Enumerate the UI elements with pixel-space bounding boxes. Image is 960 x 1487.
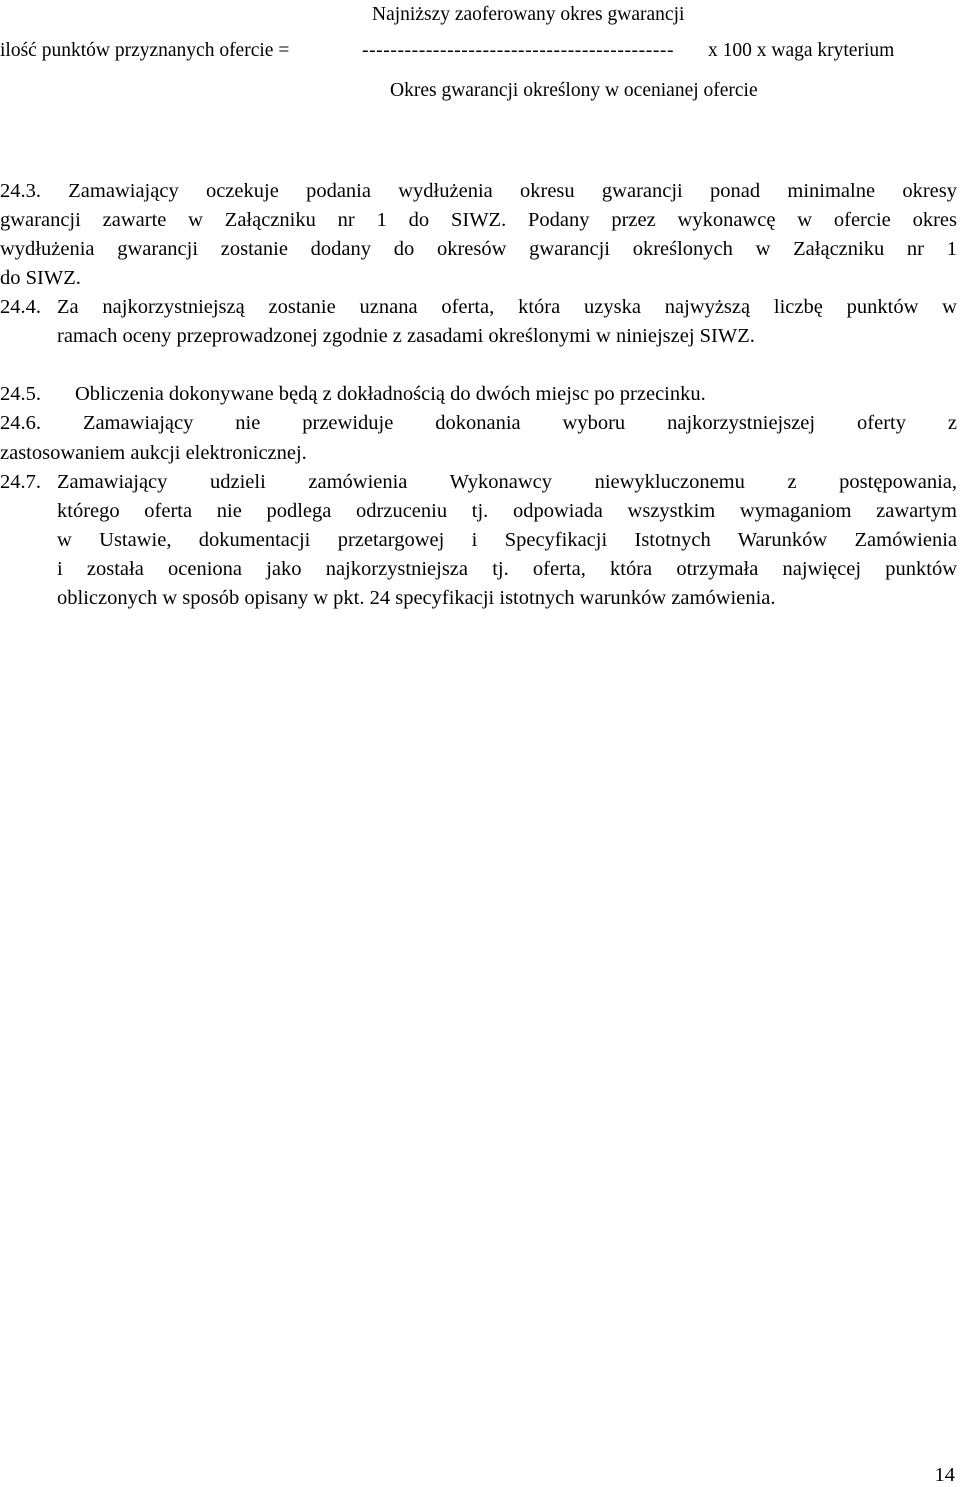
section-24-4 <box>0 293 957 351</box>
section-text: Zamawiający oczekuje podania wydłużenia okresu gwarancji ponad minimalne okresy <box>68 180 957 202</box>
formula-lhs: ilość punktów przyznanych ofercie = <box>0 40 290 61</box>
section-24-3-line-3: wydłużenia gwarancji zostanie dodany do okresów gwarancji określonych w Załączniku nr 1 <box>0 238 957 260</box>
formula-numerator: Najniższy zaoferowany okres gwarancji <box>372 4 685 25</box>
section-24-3-line-2: gwarancji zawarte w Załączniku nr 1 do SIWZ. Podany przez wykonawcę w ofercie okres <box>0 209 957 231</box>
section-24-7-line-5: obliczonych w sposób opisany w pkt. 24 specyfikacji istotnych warunków zamówienia. <box>57 587 776 609</box>
section-number: 24.3. <box>0 180 41 202</box>
section-number: 24.7. <box>0 471 41 493</box>
section-number: 24.6. <box>0 412 41 434</box>
section-24-6-line-2: zastosowaniem aukcji elektronicznej. <box>0 442 307 464</box>
section-24-5-line-1: Obliczenia dokonywane będą z dokładnością do dwóch miejsc po przecinku. <box>75 383 706 405</box>
section-24-7-line-1: Zamawiający udzieli zamówienia Wykonawcy niewykluczonemu z postępowania, <box>57 471 957 493</box>
section-24-4-line-2: ramach oceny przeprowadzonej zgodnie z zasadami określonymi w niniejszej SIWZ. <box>57 325 755 347</box>
section-24-6-line-1 <box>0 409 957 438</box>
section-24-5 <box>0 380 957 409</box>
section-24-7-line-2: którego oferta nie podlega odrzuceniu tj. odpowiada wszystkim wymaganiom zawartym <box>57 500 957 522</box>
section-24-7 <box>0 468 957 613</box>
section-24-4-line-1: Za najkorzystniejszą zostanie uznana oferta, która uzyska najwyższą liczbę punktów w <box>57 296 957 318</box>
section-24-7-line-3: w Ustawie, dokumentacji przetargowej i Specyfikacji Istotnych Warunków Zamówienia <box>57 529 957 551</box>
section-24-3-line-4: do SIWZ. <box>0 267 81 289</box>
formula-fraction-bar: -------------------------------------------- <box>362 40 675 61</box>
section-text: Zamawiający nie przewiduje dokonania wyboru najkorzystniejszej oferty z <box>82 412 958 434</box>
section-24-3-line-1 <box>0 177 957 206</box>
formula-denominator: Okres gwarancji określony w ocenianej ofercie <box>390 80 758 101</box>
section-24-7-line-4: i została oceniona jako najkorzystniejsza tj. oferta, która otrzymała najwięcej punktów <box>57 558 957 580</box>
formula-rhs: x 100 x waga kryterium <box>708 40 895 61</box>
section-number: 24.5. <box>0 383 41 405</box>
section-number: 24.4. <box>0 296 41 318</box>
page-number: 14 <box>934 1464 955 1486</box>
